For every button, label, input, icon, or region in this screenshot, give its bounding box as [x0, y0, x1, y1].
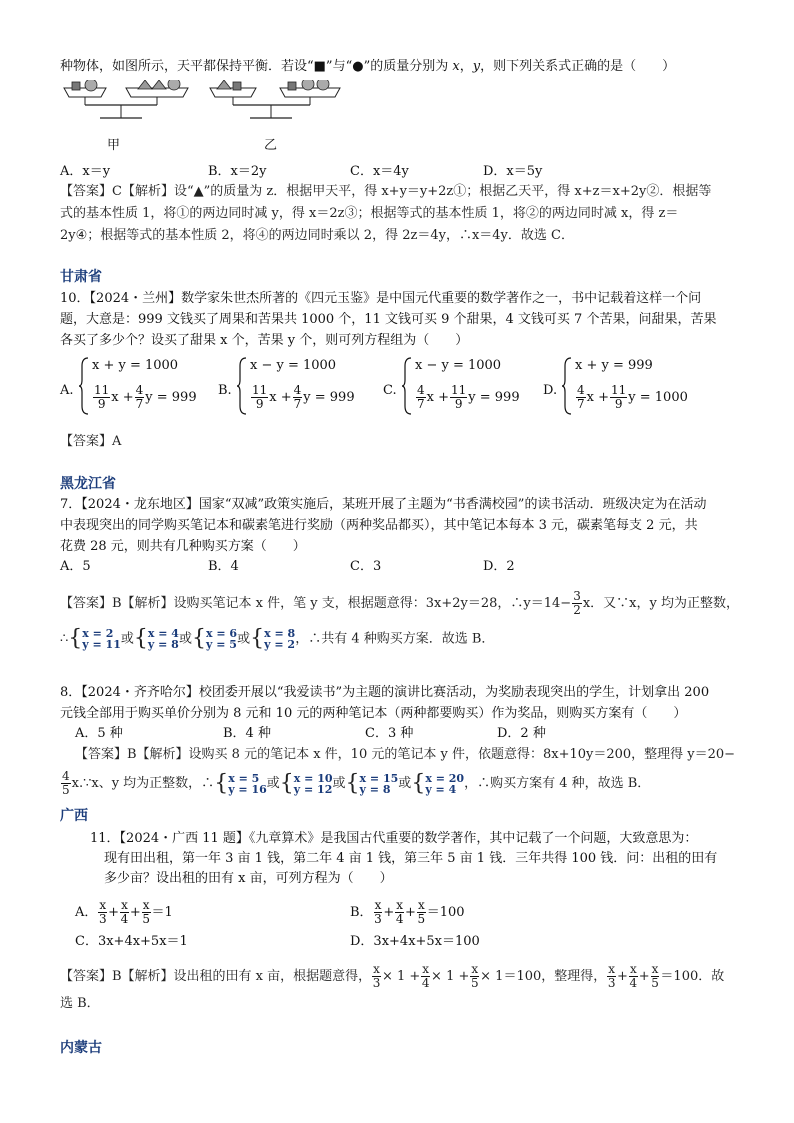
denominator: 9 [255, 397, 264, 411]
answer-line [60, 962, 724, 992]
fraction [293, 384, 303, 411]
intro-line: 种物体，如图所示，天平都保持平衡．若设“■”与“●”的质量分别为 x，y，则下列关系式正确的是（ ） [60, 59, 676, 74]
answer-line: 选 B． [60, 996, 100, 1011]
denominator: 4 [395, 912, 404, 926]
equation-row: x + y = 1000 [92, 358, 179, 373]
answer-systems-line [60, 770, 650, 797]
plus-sign: + [108, 905, 120, 920]
answer-line: 2y④；根据等式的基本性质 2，将④的两边同时乘以 2，得 2z＝4y，∴x＝4y．故选 C． [60, 228, 574, 243]
denominator: 9 [454, 397, 463, 411]
denominator: 5 [62, 783, 70, 797]
solution-rows [228, 773, 267, 795]
option-d: D．x＝5y [483, 164, 543, 179]
fraction [576, 384, 586, 411]
solution-system [411, 770, 465, 796]
equation-row [415, 384, 520, 411]
numerator: 4 [135, 383, 144, 397]
brace-icon: { [411, 770, 426, 796]
answer-line: 式的基本性质 1，将①的两边同时减 y，得 x＝2z③；根据等式的基本性质 1，将②的两边同时减 x，得 z＝ [60, 206, 679, 221]
solution-system [250, 628, 295, 650]
option-a: A．5 [60, 559, 91, 574]
or-text: 或 [398, 776, 412, 791]
answer-text: × 1 + [381, 969, 421, 984]
option-c: C．3x+4x+5x＝1 [75, 934, 188, 949]
answer-text: ，∴共有 4 种购买方案．故选 B． [295, 631, 495, 647]
or-text: 或 [120, 631, 134, 647]
fraction [395, 899, 404, 926]
question-stem: 现有田出租，第一年 3 亩 1 钱，第二年 4 亩 1 钱，第三年 5 亩 1 钱．三年共得 100 钱．问：出租的田有 [104, 851, 718, 866]
question-stem: 各买了多少个？设买了甜果 x 个，苦果 y 个，则可列方程组为（ ） [60, 333, 469, 348]
option-a: A．5 种 [75, 726, 123, 741]
option-a [75, 898, 173, 928]
denominator: 3 [374, 912, 382, 926]
solution-row: y = 16 [228, 782, 267, 796]
equation-text: ＝1 [151, 905, 173, 920]
equation-row [250, 384, 355, 411]
question-stem: 11．【2024・广西 11 题】《九章算术》是我国古代重要的数学著作，其中记载了一个问题，大致意思为： [90, 831, 698, 846]
equation-row [575, 384, 688, 411]
denominator: 5 [417, 912, 426, 926]
answer-text: ＝100．故 [660, 969, 725, 984]
fraction [629, 963, 638, 990]
numerator: x [422, 962, 430, 976]
solution-system [214, 770, 267, 796]
option-d: D．3x+4x+5x＝100 [350, 934, 480, 949]
brace-icon: { [214, 770, 229, 796]
solution-system [134, 628, 179, 650]
question-stem: 中表现突出的同学购买笔记本和碳素笔进行奖励（两种奖品都买），其中笔记本每本 3 元，碳素笔每支 2 元，共 [60, 518, 698, 533]
or-text: 或 [266, 776, 280, 791]
brace-icon: { [68, 626, 83, 651]
numerator: 11 [451, 383, 467, 397]
question-stem: 7．【2024・龙东地区】国家“双减”政策实施后，某班开展了主题为“书香满校园”的读书活动．班级决定为在活动 [60, 497, 707, 512]
figure-label-yi: 乙 [264, 138, 278, 153]
equation-system [561, 356, 701, 416]
section-heading-gansu: 甘肃省 [60, 269, 102, 285]
option-b: B．4 种 [223, 726, 271, 741]
solution-system [68, 628, 121, 650]
numerator: x [121, 898, 128, 912]
fraction [417, 899, 426, 926]
numerator: 11 [94, 383, 110, 397]
numerator: 4 [62, 769, 70, 783]
solution-system [345, 770, 399, 796]
fraction [142, 899, 151, 926]
denominator: 4 [421, 976, 430, 990]
scale-jia [64, 80, 188, 118]
solution-rows [360, 773, 399, 795]
answer-text: × 1＝100，整理得， [480, 969, 607, 984]
numerator: x [142, 898, 150, 912]
or-text: 或 [332, 776, 346, 791]
plus-sign: + [383, 905, 395, 920]
solution-rows [206, 628, 237, 650]
answer-line: 【答案】B【解析】设购买笔记本 x 件，笔 y 支，根据题意得：3x+2y＝28，∴y＝14− $\frac{3}{2}$ x．又∵x，y 均为正整数， [60, 589, 739, 617]
solution-row: x = 5 [228, 771, 260, 785]
option-d: D．2 [483, 559, 515, 574]
plus-sign: + [129, 905, 141, 920]
denominator: 7 [577, 397, 585, 411]
denominator: 5 [142, 912, 150, 926]
brace-icon: { [191, 626, 206, 651]
numerator: x [629, 962, 637, 976]
solution-row: y = 12 [293, 782, 333, 796]
denominator: 9 [97, 397, 106, 411]
equation-row: x + y = 999 [575, 358, 653, 373]
fraction [135, 384, 145, 411]
section-heading-heilongjiang: 黑龙江省 [60, 476, 116, 492]
solution-row: y = 8 [147, 638, 179, 651]
solution-row: x = 6 [205, 627, 238, 640]
numerator: 4 [577, 383, 585, 397]
answer-systems-line [60, 628, 494, 650]
fraction [251, 384, 268, 411]
solution-row: y = 5 [205, 638, 237, 651]
option-c: C．x＝4y [350, 164, 409, 179]
denominator: 4 [629, 976, 638, 990]
option-b: B．4 [208, 559, 239, 574]
brace-icon [561, 356, 573, 416]
equation-row: x − y = 1000 [415, 358, 502, 373]
solution-rows [148, 628, 179, 650]
numerator: x [651, 962, 659, 976]
denominator: 5 [470, 976, 479, 990]
question-stem: 花费 28 元，则共有几种购买方案（ ） [60, 539, 306, 554]
solution-row: x = 8 [264, 627, 296, 640]
solution-row: x = 15 [359, 771, 399, 785]
solution-row: y = 8 [359, 782, 391, 796]
answer-text: ，∴购买方案有 4 种，故选 B． [464, 776, 651, 791]
solution-row: x = 2 [82, 627, 114, 640]
numerator: 11 [252, 383, 268, 397]
answer-line: 【答案】B【解析】设购买 8 元的笔记本 x 件，10 元的笔记本 y 件，依题意得：8x+10y＝200，整理得 y＝20− [75, 747, 736, 762]
solution-rows [82, 628, 121, 650]
question-stem: 多少亩？设出租的田有 x 亩，可列方程为（ ） [104, 871, 393, 886]
brace-icon: { [133, 626, 148, 651]
fraction [416, 384, 426, 411]
figure-label-jia: 甲 [107, 138, 121, 153]
fraction [651, 963, 660, 990]
answer-line: 【答案】C【解析】设“▲”的质量为 z．根据甲天平，得 x+y＝y+2z①；根据乙天平，得 x+z＝x+2y②．根据等 [60, 184, 712, 199]
answer-text: x.∵x、y 均为正整数，∴ [71, 776, 215, 791]
fraction [93, 384, 110, 411]
solution-row: x = 20 [425, 771, 465, 785]
denominator: 5 [651, 976, 659, 990]
denominator: 7 [417, 397, 425, 411]
option-letter: A. [60, 383, 74, 398]
numerator: x [608, 962, 616, 976]
solution-row: y = 11 [82, 638, 121, 651]
brace-icon: { [250, 626, 265, 651]
option-letter: D. [543, 383, 558, 398]
option-letter: B． [350, 905, 373, 920]
fraction [61, 770, 71, 797]
equation-text: ＝100 [426, 905, 465, 920]
solution-rows [264, 628, 295, 650]
section-heading-guangxi: 广西 [60, 808, 88, 824]
answer-text: ∴ [60, 631, 69, 647]
option-b [350, 898, 465, 928]
equation-text: x + [586, 390, 609, 405]
denominator: 7 [135, 397, 144, 411]
equation-text: y = 999 [303, 390, 355, 405]
equation-system [78, 356, 218, 416]
solution-system [279, 770, 333, 796]
brace-icon: { [279, 770, 294, 796]
fraction [470, 963, 479, 990]
plus-sign: + [638, 969, 650, 984]
numerator: 4 [293, 383, 302, 397]
equation-text: x + [269, 390, 292, 405]
option-d: D．2 种 [497, 726, 546, 741]
question-stem: 10．【2024・兰州】数学家朱世杰所著的《四元玉鉴》是中国元代重要的数学著作之一，书中记载着这样一个问 [60, 291, 702, 306]
fraction [610, 384, 627, 411]
denominator: 3 [98, 912, 107, 926]
fraction [98, 899, 107, 926]
answer-line: 【答案】A [60, 434, 122, 449]
fraction [374, 899, 383, 926]
solution-rows [425, 773, 464, 795]
solution-row: y = 2 [264, 638, 296, 651]
solution-system [192, 628, 237, 650]
denominator: 3 [607, 976, 616, 990]
numerator: x [99, 898, 107, 912]
fraction [421, 963, 430, 990]
solution-row: x = 4 [147, 627, 179, 640]
numerator: x [373, 962, 380, 976]
equation-text: x + [111, 390, 134, 405]
scale-yi [210, 80, 340, 118]
numerator: 11 [611, 383, 627, 397]
question-stem: 元钱全部用于购买单价分别为 8 元和 10 元的两种笔记本（两种都要购买）作为奖品，则购买方案有（ ） [60, 706, 687, 721]
fraction [450, 384, 467, 411]
answer-text: × 1 + [431, 969, 470, 984]
brace-icon [236, 356, 248, 416]
numerator: x [374, 898, 382, 912]
or-text: 或 [237, 631, 251, 647]
fraction [372, 963, 381, 990]
brace-icon [401, 356, 413, 416]
equation-text: y = 999 [145, 390, 197, 405]
equation-row: x − y = 1000 [250, 358, 337, 373]
equation-row [92, 384, 197, 411]
equation-system [401, 356, 541, 416]
denominator: 4 [120, 912, 129, 926]
question-stem: 题，大意是：999 文钱买了周果和苦果共 1000 个，11 文钱可买 9 个甜果，4 文钱可买 7 个苦果，问甜果，苦果 [60, 312, 717, 327]
numerator: x [396, 898, 404, 912]
option-a: A．x＝y [60, 164, 111, 179]
option-letter: A． [75, 905, 98, 920]
denominator: 3 [372, 976, 381, 990]
option-c: C．3 [350, 559, 382, 574]
option-c: C．3 种 [365, 726, 414, 741]
question-stem: 8．【2024・齐齐哈尔】校团委开展以“我爱读书”为主题的演讲比赛活动，为奖励表现突出的学生，计划拿出 200 [60, 685, 710, 700]
or-text: 或 [178, 631, 192, 647]
plus-sign: + [405, 905, 416, 920]
solution-row: y = 4 [425, 782, 457, 796]
solution-row: x = 10 [293, 771, 333, 785]
option-b: B．x＝2y [208, 164, 267, 179]
plus-sign: + [617, 969, 628, 984]
section-heading-neimenggu: 内蒙古 [60, 1040, 102, 1056]
denominator: 7 [293, 397, 302, 411]
numerator: 4 [417, 383, 425, 397]
option-letter: C. [383, 383, 397, 398]
answer-text: 【答案】B【解析】设出租的田有 x 亩，根据题意得， [60, 969, 372, 984]
numerator: x [417, 898, 425, 912]
fraction [607, 963, 616, 990]
equation-text: x + [426, 390, 449, 405]
fraction [120, 899, 129, 926]
option-letter: B. [218, 383, 232, 398]
equation-text: y = 1000 [628, 390, 688, 405]
denominator: 9 [614, 397, 623, 411]
brace-icon: { [345, 770, 360, 796]
solution-rows [294, 773, 333, 795]
equation-system [236, 356, 376, 416]
brace-icon [78, 356, 90, 416]
numerator: x [471, 962, 479, 976]
equation-text: y = 999 [468, 390, 520, 405]
balance-scales-figure [60, 80, 360, 155]
